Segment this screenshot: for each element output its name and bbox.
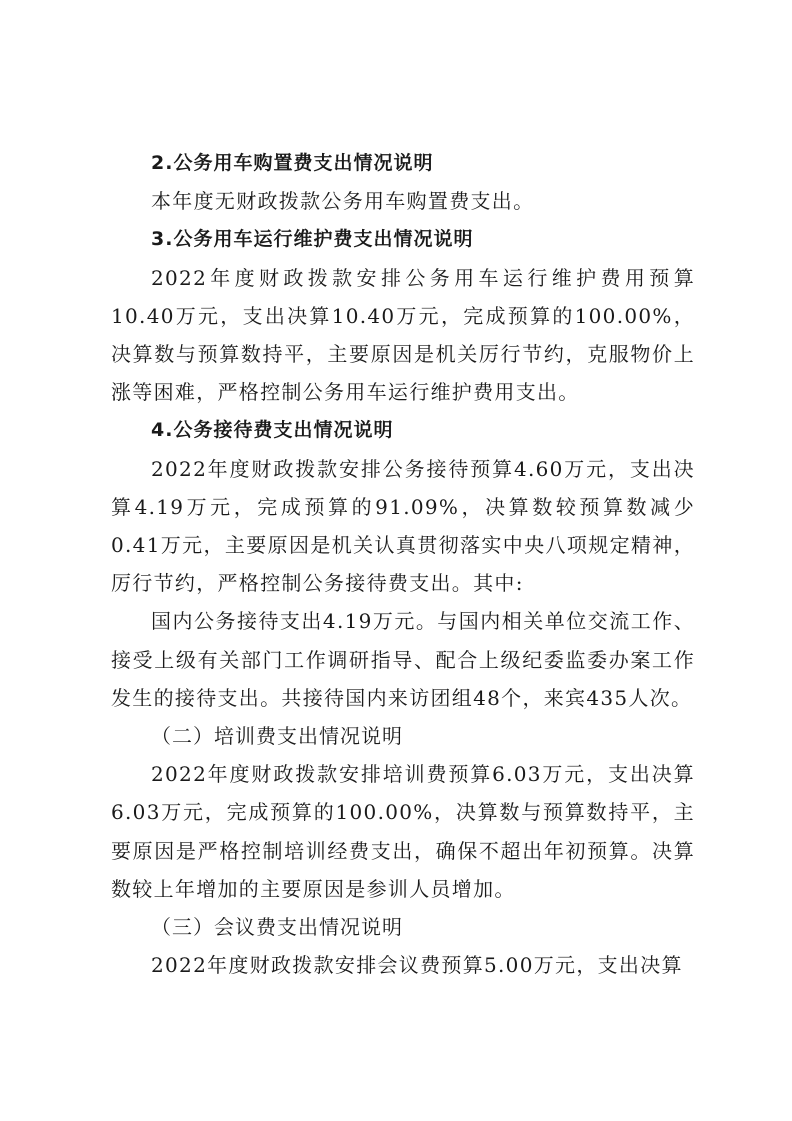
section-heading-meeting: （三）会议费支出情况说明	[151, 915, 403, 940]
section-heading-training: （二）培训费支出情况说明	[151, 724, 403, 749]
paragraph-reception-summary: 2022年度财政拨款安排公务接待预算4.60万元，支出决算4.19万元，完成预算的91.09%，决算数较预算数减少0.41万元，主要原因是机关认真贯彻落实中央八项规定精神，厉行节约，严格控制公务接待费支出。其中:	[111, 456, 695, 596]
paragraph-vehicle-maintenance: 2022年度财政拨款安排公务用车运行维护费用预算10.40万元，支出决算10.40万元，完成预算的100.00%，决算数与预算数持平，主要原因是机关厉行节约，克服物价上涨等困难，严格控制公务用车运行维护费用支出。	[111, 265, 695, 405]
paragraph-reception-domestic: 国内公务接待支出4.19万元。与国内相关单位交流工作、接受上级有关部门工作调研指导、配合上级纪委监委办案工作发生的接待支出。共接待国内来访团组48个，来宾435人次。	[111, 609, 695, 710]
paragraph-vehicle-purchase: 本年度无财政拨款公务用车购置费支出。	[151, 189, 535, 214]
paragraph-meeting: 2022年度财政拨款安排会议费预算5.00万元，支出决算	[151, 953, 683, 978]
section-heading-vehicle-purchase: 2.公务用车购置费支出情况说明	[151, 152, 434, 174]
paragraph-training: 2022年度财政拨款安排培训费预算6.03万元，支出决算6.03万元，完成预算的100.00%，决算数与预算数持平，主要原因是严格控制培训经费支出，确保不超出年初预算。决算数较上年增加的主要原因是参训人员增加。	[111, 762, 695, 901]
section-heading-reception: 4.公务接待费支出情况说明	[151, 419, 394, 442]
section-heading-vehicle-maintenance: 3.公务用车运行维护费支出情况说明	[151, 228, 474, 251]
document-body	[111, 144, 695, 984]
